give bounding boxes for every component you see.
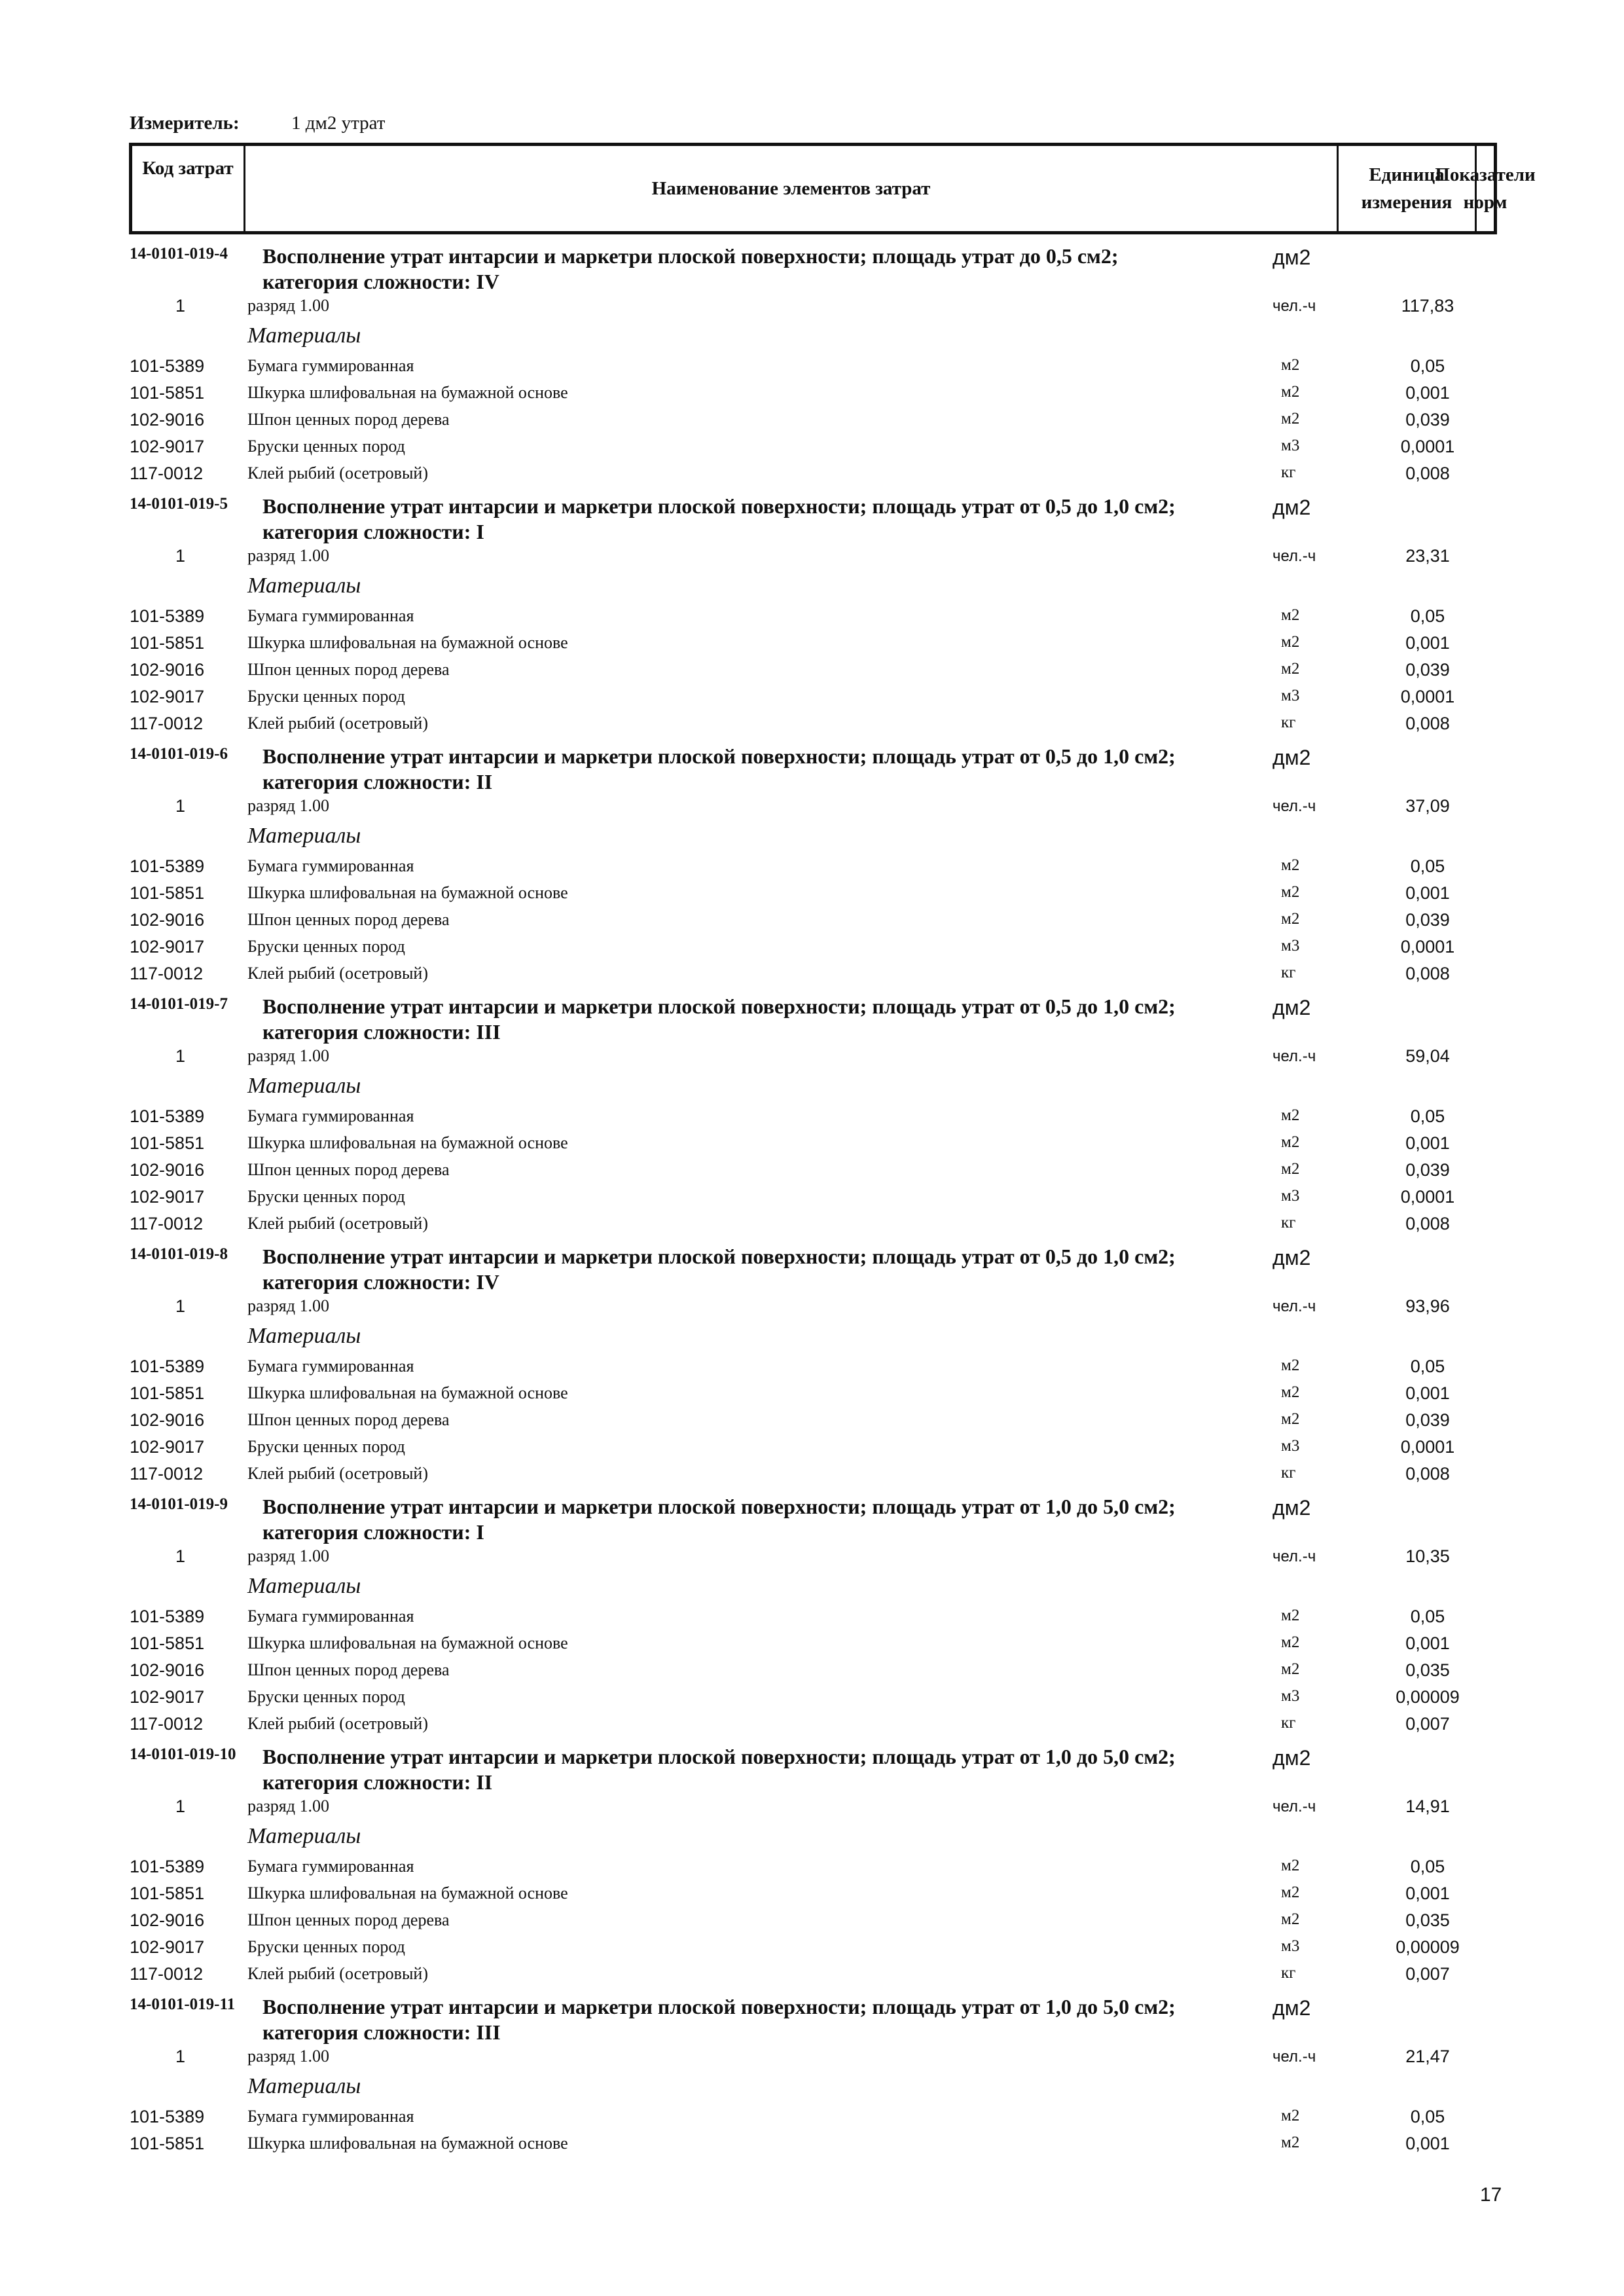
labor-code: 1 <box>175 546 186 566</box>
material-code: 101-5851 <box>130 2134 205 2153</box>
material-unit: м2 <box>1281 1884 1300 1901</box>
material-unit: кг <box>1281 1464 1296 1482</box>
material-value: 0,001 <box>1405 1633 1450 1653</box>
labor-code: 1 <box>175 296 186 316</box>
material-code: 117-0012 <box>130 1714 204 1734</box>
material-value: 0,039 <box>1405 660 1450 680</box>
material-value: 0,035 <box>1405 1910 1450 1930</box>
rate-title <box>262 744 1176 795</box>
material-code: 117-0012 <box>130 1964 204 1984</box>
material-unit: м2 <box>1281 856 1300 874</box>
material-code: 117-0012 <box>130 1214 204 1233</box>
material-code: 101-5851 <box>130 1633 205 1653</box>
material-unit: м2 <box>1281 910 1300 928</box>
material-name: Шпон ценных пород дерева <box>247 1660 450 1679</box>
material-name: Клей рыбий (осетровый) <box>247 714 428 733</box>
material-unit: м2 <box>1281 1357 1300 1374</box>
labor-value: 23,31 <box>1405 546 1450 566</box>
material-value: 0,008 <box>1405 1214 1450 1233</box>
material-unit: м2 <box>1281 410 1300 428</box>
material-name: Шпон ценных пород дерева <box>247 1160 450 1179</box>
material-value: 0,05 <box>1410 856 1445 876</box>
material-name: Бруски ценных пород <box>247 937 405 956</box>
material-unit: м2 <box>1281 1410 1300 1428</box>
material-name: Бумага гуммированная <box>247 2107 414 2126</box>
material-unit: м2 <box>1281 883 1300 901</box>
material-unit: м2 <box>1281 606 1300 624</box>
material-code: 102-9017 <box>130 1937 205 1957</box>
material-name: Бумага гуммированная <box>247 1857 414 1876</box>
material-name: Бумага гуммированная <box>247 1357 414 1376</box>
material-value: 0,039 <box>1405 1410 1450 1430</box>
labor-code: 1 <box>175 2047 186 2066</box>
material-value: 0,05 <box>1410 356 1445 376</box>
material-name: Бумага гуммированная <box>247 1607 414 1626</box>
material-value: 0,05 <box>1410 1106 1445 1126</box>
material-name: Бруски ценных пород <box>247 437 405 456</box>
materials-heading: Материалы <box>247 323 361 348</box>
material-unit: кг <box>1281 1714 1296 1732</box>
material-code: 102-9016 <box>130 410 205 429</box>
material-unit: м2 <box>1281 2134 1300 2151</box>
material-unit: м3 <box>1281 1187 1300 1205</box>
labor-value: 59,04 <box>1405 1046 1450 1066</box>
material-unit: м3 <box>1281 1437 1300 1455</box>
material-code: 117-0012 <box>130 964 204 983</box>
labor-value: 37,09 <box>1405 796 1450 816</box>
material-unit: м3 <box>1281 437 1300 454</box>
labor-code: 1 <box>175 1796 186 1816</box>
materials-heading: Материалы <box>247 824 361 848</box>
rate-code: 14-0101-019-11 <box>130 1995 236 2013</box>
labor-value: 21,47 <box>1405 2047 1450 2066</box>
rate-title <box>262 1244 1176 1295</box>
material-unit: м3 <box>1281 1687 1300 1705</box>
meter-value: 1 дм2 утрат <box>291 113 386 134</box>
rate-unit: дм2 <box>1272 496 1311 519</box>
rate-code: 14-0101-019-5 <box>130 495 228 513</box>
material-code: 101-5851 <box>130 1884 205 1903</box>
material-name: Клей рыбий (осетровый) <box>247 464 428 483</box>
material-name: Бумага гуммированная <box>247 606 414 625</box>
labor-unit: чел.-ч <box>1272 2048 1316 2066</box>
material-name: Шпон ценных пород дерева <box>247 660 450 679</box>
material-code: 102-9016 <box>130 1410 205 1430</box>
material-value: 0,05 <box>1410 1857 1445 1876</box>
material-code: 101-5851 <box>130 383 205 403</box>
rate-title-line2: категория сложности: III <box>262 1020 501 1044</box>
material-value: 0,0001 <box>1400 437 1455 456</box>
rate-unit: дм2 <box>1272 246 1311 269</box>
material-name: Шпон ценных пород дерева <box>247 1910 450 1929</box>
rate-title-line1: Восполнение утрат интарсии и маркетри плоской поверхности; площадь утрат от 0,5 до 1,0 см2; <box>262 494 1176 518</box>
rate-title-line1: Восполнение утрат интарсии и маркетри плоской поверхности; площадь утрат от 1,0 до 5,0 см2; <box>262 1745 1176 1768</box>
material-unit: м2 <box>1281 1607 1300 1624</box>
material-value: 0,05 <box>1410 1607 1445 1626</box>
material-name: Бумага гуммированная <box>247 1106 414 1125</box>
material-value: 0,05 <box>1410 2107 1445 2126</box>
material-name: Бруски ценных пород <box>247 1437 405 1456</box>
rate-title-line1: Восполнение утрат интарсии и маркетри плоской поверхности; площадь утрат от 0,5 до 1,0 см2; <box>262 994 1176 1018</box>
material-unit: м2 <box>1281 1910 1300 1928</box>
rate-code: 14-0101-019-10 <box>130 1745 236 1763</box>
material-name: Клей рыбий (осетровый) <box>247 1714 428 1733</box>
material-value: 0,00009 <box>1396 1937 1460 1957</box>
material-code: 102-9017 <box>130 1437 205 1457</box>
rate-title-line2: категория сложности: IV <box>262 270 499 293</box>
material-code: 102-9017 <box>130 1187 205 1207</box>
rate-unit: дм2 <box>1272 1246 1311 1269</box>
material-code: 101-5851 <box>130 883 205 903</box>
materials-heading: Материалы <box>247 1574 361 1598</box>
material-name: Шкурка шлифовальная на бумажной основе <box>247 1133 568 1152</box>
material-unit: м2 <box>1281 356 1300 374</box>
rate-unit: дм2 <box>1272 996 1311 1019</box>
material-name: Шпон ценных пород дерева <box>247 910 450 929</box>
materials-heading: Материалы <box>247 1324 361 1348</box>
material-code: 101-5851 <box>130 633 205 653</box>
labor-unit: чел.-ч <box>1272 297 1316 315</box>
material-name: Шпон ценных пород дерева <box>247 410 450 429</box>
material-code: 101-5389 <box>130 1607 205 1626</box>
material-unit: м2 <box>1281 1383 1300 1401</box>
materials-heading: Материалы <box>247 2074 361 2098</box>
materials-heading: Материалы <box>247 1824 361 1848</box>
rate-title-line2: категория сложности: III <box>262 2020 501 2044</box>
rate-title <box>262 1494 1176 1545</box>
material-value: 0,001 <box>1405 883 1450 903</box>
material-name: Бруски ценных пород <box>247 1187 405 1206</box>
material-code: 117-0012 <box>130 1464 204 1484</box>
material-value: 0,001 <box>1405 1133 1450 1153</box>
material-unit: м2 <box>1281 660 1300 678</box>
material-code: 117-0012 <box>130 714 204 733</box>
material-unit: кг <box>1281 964 1296 981</box>
material-value: 0,001 <box>1405 1383 1450 1403</box>
material-unit: м2 <box>1281 1133 1300 1151</box>
material-code: 102-9017 <box>130 687 205 706</box>
labor-code: 1 <box>175 1046 186 1066</box>
rate-title-line2: категория сложности: I <box>262 1520 484 1544</box>
material-unit: кг <box>1281 1964 1296 1982</box>
material-code: 101-5389 <box>130 2107 205 2126</box>
material-name: Шкурка шлифовальная на бумажной основе <box>247 883 568 902</box>
materials-heading: Материалы <box>247 574 361 598</box>
material-value: 0,008 <box>1405 464 1450 483</box>
material-value: 0,039 <box>1405 410 1450 429</box>
material-name: Бумага гуммированная <box>247 356 414 375</box>
material-name: Шпон ценных пород дерева <box>247 1410 450 1429</box>
labor-code: 1 <box>175 796 186 816</box>
header-norm-line2: норм <box>1463 192 1507 213</box>
material-unit: м2 <box>1281 383 1300 401</box>
material-unit: м3 <box>1281 937 1300 955</box>
rate-title-line1: Восполнение утрат интарсии и маркетри плоской поверхности; площадь утрат от 1,0 до 5,0 см2; <box>262 1995 1176 2018</box>
material-value: 0,008 <box>1405 1464 1450 1484</box>
labor-value: 14,91 <box>1405 1796 1450 1816</box>
material-value: 0,0001 <box>1400 687 1455 706</box>
labor-unit: чел.-ч <box>1272 1298 1316 1315</box>
material-code: 102-9016 <box>130 910 205 930</box>
material-value: 0,001 <box>1405 2134 1450 2153</box>
material-code: 101-5389 <box>130 356 205 376</box>
material-code: 101-5389 <box>130 1357 205 1376</box>
material-code: 117-0012 <box>130 464 204 483</box>
rate-code: 14-0101-019-7 <box>130 995 228 1013</box>
header-unit-line2: измерения <box>1361 192 1453 213</box>
material-name: Клей рыбий (осетровый) <box>247 1214 428 1233</box>
rate-title <box>262 494 1176 545</box>
rate-title-line2: категория сложности: IV <box>262 1270 499 1294</box>
rate-code: 14-0101-019-4 <box>130 245 228 263</box>
rate-title <box>262 244 1118 295</box>
labor-name: разряд 1.00 <box>247 1796 329 1815</box>
material-unit: м2 <box>1281 1633 1300 1651</box>
rate-title-line1: Восполнение утрат интарсии и маркетри плоской поверхности; площадь утрат от 0,5 до 1,0 см2; <box>262 1245 1176 1268</box>
material-unit: м2 <box>1281 2107 1300 2124</box>
material-unit: м2 <box>1281 1660 1300 1678</box>
rate-title-line2: категория сложности: II <box>262 770 493 793</box>
material-name: Бруски ценных пород <box>247 1687 405 1706</box>
material-name: Клей рыбий (осетровый) <box>247 964 428 983</box>
labor-name: разряд 1.00 <box>247 1296 329 1315</box>
rate-title-line1: Восполнение утрат интарсии и маркетри плоской поверхности; площадь утрат до 0,5 см2; <box>262 244 1119 268</box>
labor-code: 1 <box>175 1546 186 1566</box>
header-code: Код затрат <box>132 146 245 231</box>
material-code: 102-9016 <box>130 1160 205 1180</box>
material-value: 0,039 <box>1405 1160 1450 1180</box>
material-value: 0,008 <box>1405 964 1450 983</box>
material-code: 101-5389 <box>130 856 205 876</box>
rate-title <box>262 1744 1176 1795</box>
rate-unit: дм2 <box>1272 746 1311 769</box>
rate-title-line1: Восполнение утрат интарсии и маркетри плоской поверхности; площадь утрат от 0,5 до 1,0 см2; <box>262 744 1176 768</box>
page-number: 17 <box>1480 2184 1502 2206</box>
material-name: Шкурка шлифовальная на бумажной основе <box>247 1884 568 1903</box>
material-code: 102-9017 <box>130 937 205 957</box>
material-unit: м2 <box>1281 1857 1300 1874</box>
material-value: 0,0001 <box>1400 1187 1455 1207</box>
material-name: Клей рыбий (осетровый) <box>247 1464 428 1483</box>
rate-unit: дм2 <box>1272 1746 1311 1770</box>
material-value: 0,007 <box>1405 1714 1450 1734</box>
material-name: Шкурка шлифовальная на бумажной основе <box>247 1633 568 1652</box>
labor-name: разряд 1.00 <box>247 296 329 315</box>
material-value: 0,05 <box>1410 1357 1445 1376</box>
material-unit: кг <box>1281 1214 1296 1231</box>
material-value: 0,05 <box>1410 606 1445 626</box>
material-name: Шкурка шлифовальная на бумажной основе <box>247 383 568 402</box>
meter-label: Измеритель: <box>130 113 240 134</box>
material-code: 102-9016 <box>130 1910 205 1930</box>
rate-title <box>262 1994 1176 2045</box>
material-unit: м3 <box>1281 1937 1300 1955</box>
labor-name: разряд 1.00 <box>247 1546 329 1565</box>
labor-name: разряд 1.00 <box>247 796 329 815</box>
rate-title-line1: Восполнение утрат интарсии и маркетри плоской поверхности; площадь утрат от 1,0 до 5,0 см2; <box>262 1495 1176 1518</box>
rate-code: 14-0101-019-8 <box>130 1245 228 1263</box>
material-code: 102-9017 <box>130 437 205 456</box>
material-value: 0,0001 <box>1400 1437 1455 1457</box>
material-name: Шкурка шлифовальная на бумажной основе <box>247 2134 568 2153</box>
labor-unit: чел.-ч <box>1272 1548 1316 1565</box>
material-name: Бруски ценных пород <box>247 687 405 706</box>
material-code: 102-9017 <box>130 1687 205 1707</box>
material-unit: кг <box>1281 714 1296 731</box>
material-code: 101-5851 <box>130 1133 205 1153</box>
labor-code: 1 <box>175 1296 186 1316</box>
rate-title-line2: категория сложности: II <box>262 1770 493 1794</box>
labor-value: 93,96 <box>1405 1296 1450 1316</box>
materials-heading: Материалы <box>247 1074 361 1098</box>
material-name: Шкурка шлифовальная на бумажной основе <box>247 633 568 652</box>
material-value: 0,0001 <box>1400 937 1455 957</box>
material-unit: м3 <box>1281 687 1300 704</box>
rate-code: 14-0101-019-9 <box>130 1495 228 1513</box>
header-unit-line1: Единица <box>1369 164 1445 185</box>
material-value: 0,001 <box>1405 383 1450 403</box>
material-name: Бруски ценных пород <box>247 1937 405 1956</box>
material-code: 101-5389 <box>130 1106 205 1126</box>
material-value: 0,001 <box>1405 633 1450 653</box>
labor-unit: чел.-ч <box>1272 797 1316 815</box>
labor-unit: чел.-ч <box>1272 1048 1316 1065</box>
rate-unit: дм2 <box>1272 1496 1311 1520</box>
material-unit: м2 <box>1281 633 1300 651</box>
material-value: 0,008 <box>1405 714 1450 733</box>
material-code: 102-9016 <box>130 660 205 680</box>
material-code: 102-9016 <box>130 1660 205 1680</box>
labor-value: 117,83 <box>1401 296 1454 316</box>
material-unit: кг <box>1281 464 1296 481</box>
rate-title <box>262 994 1176 1045</box>
material-value: 0,001 <box>1405 1884 1450 1903</box>
material-value: 0,039 <box>1405 910 1450 930</box>
material-name: Клей рыбий (осетровый) <box>247 1964 428 1983</box>
material-value: 0,035 <box>1405 1660 1450 1680</box>
labor-value: 10,35 <box>1405 1546 1450 1566</box>
material-unit: м2 <box>1281 1160 1300 1178</box>
material-name: Шкурка шлифовальная на бумажной основе <box>247 1383 568 1402</box>
material-value: 0,00009 <box>1396 1687 1460 1707</box>
rate-code: 14-0101-019-6 <box>130 745 228 763</box>
labor-name: разряд 1.00 <box>247 1046 329 1065</box>
material-name: Бумага гуммированная <box>247 856 414 875</box>
labor-name: разряд 1.00 <box>247 546 329 565</box>
labor-name: разряд 1.00 <box>247 2047 329 2066</box>
labor-unit: чел.-ч <box>1272 1798 1316 1815</box>
material-code: 101-5389 <box>130 606 205 626</box>
material-value: 0,007 <box>1405 1964 1450 1984</box>
header-norm-line1: Показатели <box>1435 164 1536 185</box>
rate-unit: дм2 <box>1272 1996 1311 2020</box>
rate-title-line2: категория сложности: I <box>262 520 484 543</box>
header-name: Наименование элементов затрат <box>245 146 1339 231</box>
material-code: 101-5389 <box>130 1857 205 1876</box>
material-unit: м2 <box>1281 1106 1300 1124</box>
labor-unit: чел.-ч <box>1272 547 1316 565</box>
material-code: 101-5851 <box>130 1383 205 1403</box>
